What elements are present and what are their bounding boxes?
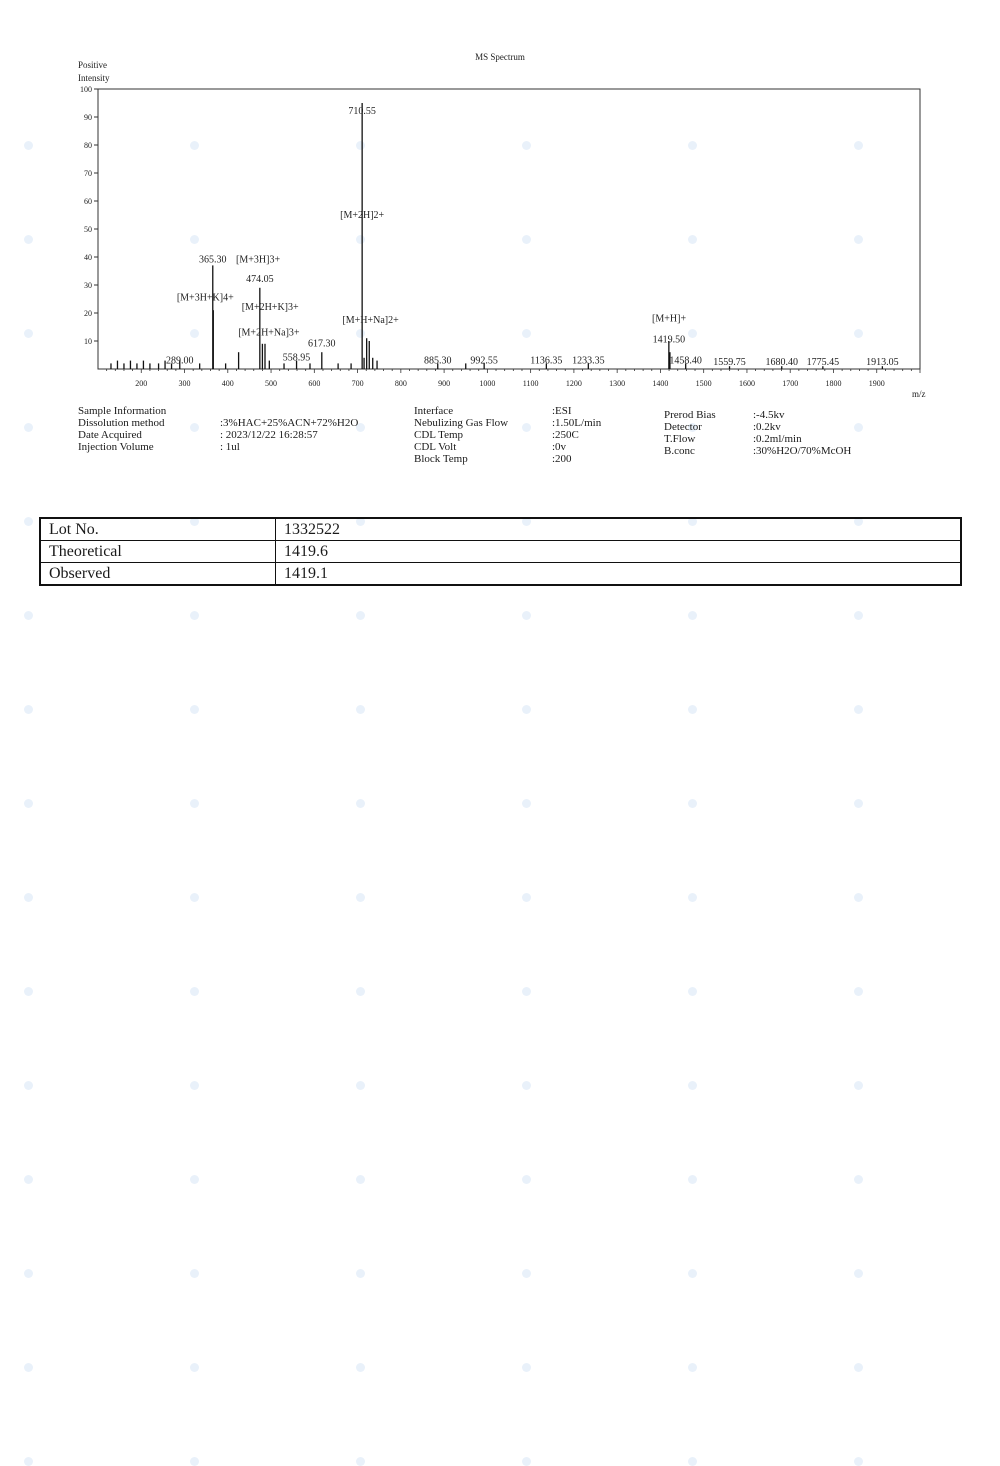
background-dot (688, 1175, 697, 1184)
peak-label: [M+3H]3+ (236, 254, 281, 266)
interface-info-value: :1.50L/min (552, 417, 602, 429)
x-axis-label: m/z (912, 389, 926, 399)
x-tick-label: 1000 (479, 379, 496, 388)
x-tick-label: 1500 (695, 379, 712, 388)
x-tick-label: 1700 (782, 379, 799, 388)
peak-label: 885.30 (423, 355, 452, 367)
background-dot (356, 611, 365, 620)
interface-info-value: :250C (552, 429, 579, 441)
sample-info-label: Sample Information (78, 405, 167, 417)
background-dot (522, 893, 531, 902)
detector-info-value: :30%H2O/70%McOH (753, 445, 852, 457)
background-dot (356, 1081, 365, 1090)
detector-info-value: :0.2kv (753, 421, 781, 433)
background-dot (24, 1269, 33, 1278)
background-dot (522, 987, 531, 996)
background-dot (688, 987, 697, 996)
background-dot (24, 705, 33, 714)
lot-table-value: 1419.6 (276, 541, 962, 563)
interface-info-label: Interface (414, 405, 454, 417)
peak-label: 474.05 (246, 274, 274, 286)
background-dot (24, 1457, 33, 1466)
background-dot (24, 517, 33, 526)
background-dot (24, 987, 33, 996)
peak-label: [M+2H+K]3+ (241, 302, 299, 314)
background-dot (24, 893, 33, 902)
background-dot (522, 1269, 531, 1278)
background-dot (854, 1269, 863, 1278)
background-dot (854, 799, 863, 808)
x-tick-label: 400 (221, 379, 234, 388)
background-dot (356, 1363, 365, 1372)
lot-table-key: Lot No. (40, 518, 276, 541)
background-dot (24, 1363, 33, 1372)
background-dot (356, 1269, 365, 1278)
background-dot (522, 1081, 531, 1090)
background-dot (24, 1081, 33, 1090)
peak-label: 1775.45 (806, 356, 840, 368)
x-tick-label: 1800 (825, 379, 842, 388)
peak-label: 365.30 (199, 254, 227, 266)
background-dot (522, 799, 531, 808)
background-dot (190, 705, 199, 714)
background-dot (854, 705, 863, 714)
lot-table-value: 1332522 (276, 518, 962, 541)
background-dot (190, 987, 199, 996)
background-dot (688, 1457, 697, 1466)
peak-label: 1680.40 (765, 356, 798, 368)
background-dot (854, 1175, 863, 1184)
sample-info-block (78, 405, 358, 453)
x-tick-label: 1100 (522, 379, 539, 388)
y-tick-label: 60 (84, 197, 92, 206)
background-dot (522, 705, 531, 714)
background-dot (522, 1457, 531, 1466)
y-tick-label: 30 (84, 281, 92, 290)
background-dot (688, 799, 697, 808)
y-tick-label: 50 (84, 225, 92, 234)
background-dot (688, 1081, 697, 1090)
background-dot (356, 705, 365, 714)
interface-info-label: Nebulizing Gas Flow (414, 417, 509, 429)
background-dot (854, 1081, 863, 1090)
x-tick-label: 300 (178, 379, 191, 388)
peak-label: [M+2H+Na]3+ (238, 327, 300, 339)
detector-info-row (664, 445, 851, 457)
detector-info-row (664, 433, 851, 445)
background-dot (190, 1081, 199, 1090)
lot-table-row (40, 518, 961, 541)
lot-table-key: Observed (40, 563, 276, 586)
peak-label: 1419.50 (652, 334, 686, 346)
background-dot (356, 1175, 365, 1184)
detector-info-value: :0.2ml/min (753, 433, 802, 445)
background-dot (522, 611, 531, 620)
y-tick-label: 100 (80, 85, 92, 94)
sample-info-row (78, 441, 358, 453)
background-dot (854, 987, 863, 996)
peak-label: 289.00 (166, 355, 194, 367)
interface-info-value: :200 (552, 453, 572, 465)
detector-info-label: T.Flow (664, 433, 696, 445)
x-tick-label: 1300 (609, 379, 626, 388)
background-dot (356, 987, 365, 996)
interface-info-row (414, 405, 601, 417)
background-dot (190, 611, 199, 620)
x-tick-label: 500 (265, 379, 278, 388)
x-tick-label: 800 (394, 379, 407, 388)
lot-table (39, 517, 962, 586)
interface-info-label: CDL Volt (414, 441, 457, 453)
sample-info-row (78, 417, 358, 429)
background-dot (854, 611, 863, 620)
interface-info-block (414, 405, 601, 465)
detector-info-row (664, 409, 851, 421)
background-dot (190, 893, 199, 902)
detector-info-label: Detector (664, 421, 702, 433)
chart-title: MS Spectrum (475, 52, 525, 62)
background-dot (522, 1175, 531, 1184)
detector-info-block (664, 409, 851, 457)
x-tick-label: 200 (135, 379, 148, 388)
detector-info-value: :-4.5kv (753, 409, 785, 421)
y-tick-label: 20 (84, 309, 92, 318)
x-tick-label: 1900 (868, 379, 885, 388)
plot-frame (98, 89, 920, 369)
sample-info-value: :3%HAC+25%ACN+72%H2O (220, 417, 359, 429)
x-tick-label: 1400 (652, 379, 669, 388)
lot-table-row (40, 541, 961, 563)
background-dot (688, 1269, 697, 1278)
detector-info-label: B.conc (664, 445, 695, 457)
sample-info-value: : 1ul (220, 441, 240, 453)
background-dot (688, 705, 697, 714)
sample-info-row (78, 429, 358, 441)
peak-label: 1458.40 (669, 355, 702, 367)
interface-info-row (414, 429, 601, 441)
background-dot (24, 611, 33, 620)
interface-info-label: Block Temp (414, 453, 468, 465)
interface-info-label: CDL Temp (414, 429, 464, 441)
y-tick-label: 80 (84, 141, 92, 150)
background-dot (854, 1457, 863, 1466)
x-tick-label: 1200 (565, 379, 582, 388)
y-axis-label-line1: Positive (78, 60, 108, 70)
peak-label: 558.95 (282, 352, 311, 364)
background-dot (688, 611, 697, 620)
background-dot (854, 1363, 863, 1372)
background-dot (688, 893, 697, 902)
background-dot (356, 893, 365, 902)
y-tick-label: 40 (84, 253, 92, 262)
interface-info-row (414, 453, 601, 465)
sample-info-row (78, 405, 358, 417)
background-dot (522, 1363, 531, 1372)
peak-label: [M+3H+K]4+ (176, 292, 234, 304)
sample-info-label: Date Acquired (78, 429, 142, 441)
interface-info-row (414, 417, 601, 429)
background-dot (190, 799, 199, 808)
x-tick-label: 700 (351, 379, 364, 388)
peak-label: 1233.35 (572, 355, 605, 367)
peak-label: 1136.35 (530, 355, 563, 367)
y-tick-label: 90 (84, 113, 92, 122)
background-dot (190, 1269, 199, 1278)
x-tick-label: 600 (308, 379, 321, 388)
sample-info-label: Dissolution method (78, 417, 165, 429)
peak-label: [M+H+Na]2+ (342, 314, 399, 326)
interface-info-value: :0v (552, 441, 567, 453)
x-tick-label: 900 (438, 379, 451, 388)
sample-info-value: : 2023/12/22 16:28:57 (220, 429, 318, 441)
lot-table-key: Theoretical (40, 541, 276, 563)
background-dot (24, 1175, 33, 1184)
background-dot (688, 1363, 697, 1372)
y-tick-label: 10 (84, 337, 92, 346)
peak-label: 1913.05 (866, 356, 899, 368)
y-tick-label: 70 (84, 169, 92, 178)
interface-info-value: :ESI (552, 405, 572, 417)
peak-label: [M+2H]2+ (340, 209, 385, 221)
background-dot (854, 893, 863, 902)
background-dot (356, 1457, 365, 1466)
background-dot (356, 799, 365, 808)
background-dot (190, 1363, 199, 1372)
peak-label: 710.55 (348, 106, 376, 118)
background-dot (24, 799, 33, 808)
peak-label: 992.55 (470, 355, 498, 367)
detector-info-label: Prerod Bias (664, 409, 716, 421)
background-dot (190, 1457, 199, 1466)
interface-info-row (414, 441, 601, 453)
peak-label: 617.30 (308, 338, 336, 350)
background-dot (190, 1175, 199, 1184)
y-axis-label-line2: Intensity (78, 73, 110, 83)
detector-info-row (664, 421, 851, 433)
lot-table-row (40, 563, 961, 586)
sample-info-label: Injection Volume (78, 441, 154, 453)
lot-table-value: 1419.1 (276, 563, 962, 586)
peak-label: [M+H]+ (652, 313, 687, 325)
x-tick-label: 1600 (738, 379, 755, 388)
peak-label: 1559.75 (713, 356, 746, 368)
